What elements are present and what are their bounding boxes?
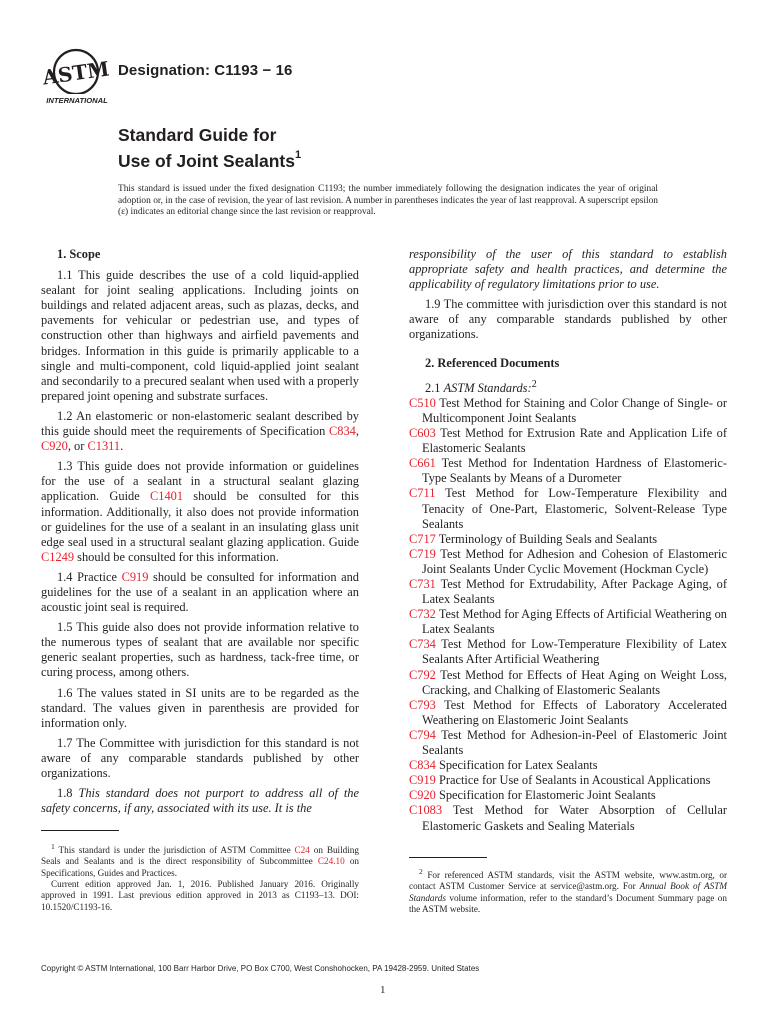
separator: . [120,439,124,454]
para-1-3-text: should be consulted for this information. Additionally, it also does not provide information or guidelines for the use of a sealant in an insulating glass unit edge seal used in a structural sealant glazing application. Guide [41,489,359,549]
reference-code-link[interactable]: C717 [409,531,436,546]
footnote-text: This standard is under the jurisdiction of ASTM Committee [54,845,295,856]
reference-title: Test Method for Staining and Color Change of Single- or Multicomponent Joint Sealants [422,395,727,425]
reference-code-link[interactable]: C661 [409,456,436,471]
footnote-2-text [409,866,727,915]
svg-text:INTERNATIONAL: INTERNATIONAL [46,96,108,105]
para-1-5: 1.5 This guide also does not provide information relative to the numerous types of sealant that are available nor specific generic sealant properties, such as hardness, tack-free time, or curing process, among others. [41,620,359,680]
right-column [409,247,727,834]
reference-item [409,547,727,577]
para-number: 1.8 [57,786,79,801]
left-column [41,247,359,821]
reference-item [409,486,727,531]
para-1-4-text: 1.4 Practice [57,569,122,584]
para-2-1 [409,377,727,396]
reference-title: Terminology of Building Seals and Sealants [435,531,658,546]
footnote-italic: Annual Book of ASTM Standards [409,881,727,903]
footnote-1-text [41,841,359,879]
reference-code-link[interactable]: C719 [409,546,436,561]
footnote-2-ref[interactable]: 2 [531,378,537,390]
reference-code-link[interactable]: C734 [409,637,436,652]
para-1-8 [41,786,359,816]
reference-title: Specification for Latex Sealants [435,758,598,773]
reference-title: Test Method for Indentation Hardness of Elastomeric-Type Sealants by Means of a Durometer [422,456,727,486]
para-1-4-text: should be consulted for information and guidelines for the use of a sealant in an application where an acoustic joint seal is required. [41,569,359,615]
reference-code-link[interactable]: C603 [409,426,436,441]
reference-item [409,637,727,667]
reference-code-link[interactable]: C732 [409,607,436,622]
title-footnote-ref[interactable]: 1 [295,149,302,161]
para-1-6: 1.6 The values stated in SI units are to be regarded as the standard. The values given in parenthesis are provided for information only. [41,685,359,730]
reference-code-link[interactable]: C834 [409,758,436,773]
reference-list [409,396,727,834]
reference-item [409,728,727,758]
issuance-note: This standard is issued under the fixed designation C1193; the number immediately following the designation indicates the year of original adoption or, in the case of revision, the year of last revision. A number in parentheses indicates the year of last reapproval. A superscript epsilon (ε) indicates an editorial change since the last revision or reapproval. [118,184,658,218]
para-1-3 [41,459,359,565]
para-1-8-continued [409,247,727,292]
reference-item [409,788,727,803]
reference-code-link[interactable]: C793 [409,697,436,712]
section-1-heading: 1. Scope [57,247,101,261]
reference-code-link[interactable]: C792 [409,667,436,682]
reference-item [409,396,727,426]
title-line-2 [118,146,301,172]
link-c920[interactable]: C920 [41,439,68,454]
copyright: Copyright © ASTM International, 100 Barr Harbor Drive, PO Box C700, West Conshohocken, PA 19428-2959. United States [41,964,480,973]
footnote-1-edition: Current edition approved Jan. 1, 2016. Published January 2016. Originally approved in 1991. Last previous edition approved in 2013 as C1193–13. DOI: 10.1520/C1193-16. [41,878,359,912]
reference-title: Test Method for Water Absorption of Cellular Elastomeric Gaskets and Sealing Materials [422,803,727,833]
reference-title: Test Method for Effects of Heat Aging on Weight Loss, Cracking, and Chalking of Elastomeric Sealants [422,667,727,697]
reference-item [409,773,727,788]
reference-code-link[interactable]: C1083 [409,803,443,818]
para-1-3-text: should be consulted for this information. [74,549,279,564]
title-line-1: Standard Guide for [118,125,277,145]
reference-code-link[interactable]: C731 [409,577,436,591]
reference-code-link[interactable]: C920 [409,788,436,803]
reference-item [409,426,727,456]
para-1-3-text: 1.3 This guide does not provide information or guidelines for the use of a sealant in a structural sealant glazing application. Guide [41,459,359,504]
reference-item [409,758,727,773]
astm-logo [42,46,112,108]
reference-title: Test Method for Low-Temperature Flexibility of Latex Sealants After Artificial Weathering [422,637,727,667]
reference-item [409,456,727,486]
footnote-text: For referenced ASTM standards, visit the ASTM website, www.astm.org, or contact ASTM Customer Service at service@astm.org. For [409,870,727,892]
reference-code-link[interactable]: C711 [409,486,436,501]
reference-title: Test Method for Extrudability, After Package Aging, of Latex Sealants [422,577,727,607]
para-1-8-cont-text: responsibility of the user of this standard to establish appropriate safety and health practices, and determine the applicability of regulatory limitations prior to use. [409,247,727,292]
footnote-rule [409,857,487,858]
separator: , or [67,439,88,454]
reference-code-link[interactable]: C794 [409,727,436,742]
reference-title: Practice for Use of Sealants in Acoustical Applications [435,773,711,788]
designation: Designation: C1193 − 16 [118,62,293,79]
para-1-8-text: This standard does not purport to address all of the safety concerns, if any, associated with its use. It is the [41,786,359,816]
astm-standards-label: ASTM Standards: [443,380,532,395]
separator: , [355,424,359,439]
reference-item [409,698,727,728]
title-text: Use of Joint Sealants [118,150,295,171]
para-1-9: 1.9 The committee with jurisdiction over this standard is not aware of any comparable standards published by other organizations. [409,297,727,342]
footnote-rule [41,830,119,831]
footnote-text: volume information, refer to the standard’s Document Summary page on the ASTM website. [409,892,727,914]
section-2-heading: 2. Referenced Documents [425,355,560,370]
reference-item [409,668,727,698]
reference-title: Specification for Elastomeric Joint Sealants [435,788,656,803]
link-c834[interactable]: C834 [329,424,356,439]
reference-title: Test Method for Adhesion and Cohesion of Elastomeric Joint Sealants Under Cyclic Movement (Hockman Cycle) [422,546,727,576]
astm-logo-icon [42,46,112,108]
link-c1401[interactable]: C1401 [149,489,184,504]
svg-text:ASTM: ASTM [42,56,111,90]
reference-item [409,577,727,607]
link-c919[interactable]: C919 [121,569,149,584]
para-number: 2.1 [425,380,444,395]
reference-item [409,607,727,637]
para-1-2-text: 1.2 An elastomeric or non-elastomeric sealant described by this guide should meet the requirements of Specification [41,408,359,439]
reference-code-link[interactable]: C510 [409,395,436,410]
reference-code-link[interactable]: C919 [409,773,436,788]
para-1-2 [41,409,359,454]
para-1-4 [41,570,359,615]
footnote-marker: 2 [419,867,423,876]
para-1-1: 1.1 This guide describes the use of a cold liquid-applied sealant for joint sealing applications. Including joints on buildings and related adjacent areas, such as plazas, decks, and pavements for vehicular or pedestrian use, and types of construction other than highways and airfield pavements and bridges. Information in this guide is primarily applicable to a single and multi-component, cold liquid-applied joint sealant and secondarily to a precured sealant when used with a properly prepared joint opening and substrate surfaces. [41,268,359,403]
reference-title: Test Method for Aging Effects of Artificial Weathering on Latex Sealants [422,607,727,637]
footnote-1 [41,841,359,913]
document-title [118,124,301,172]
para-1-7: 1.7 The Committee with jurisdiction for this standard is not aware of any comparable standards published by other organizations. [41,735,359,780]
link-c1311[interactable]: C1311 [87,439,121,454]
reference-title: Test Method for Effects of Laboratory Accelerated Weathering on Elastomeric Joint Sealants [422,697,727,727]
page-number: 1 [380,984,386,996]
reference-item [409,803,727,833]
reference-title: Test Method for Extrusion Rate and Application Life of Elastomeric Sealants [422,426,727,456]
reference-item [409,532,727,547]
footnote-text: on Specifications, Guides and Practices. [41,856,360,878]
link-c24-10[interactable]: C24.10 [317,856,345,867]
reference-title: Test Method for Low-Temperature Flexibility and Tenacity of One-Part, Elastomeric, Solvent-Release Type Sealants [422,486,727,531]
footnote-text: on Building Seals and Sealants and is the direct responsibility of Subcommittee [41,845,359,867]
link-c24[interactable]: C24 [294,845,310,856]
link-c1249[interactable]: C1249 [41,549,75,564]
reference-title: Test Method for Adhesion-in-Peel of Elastomeric Joint Sealants [422,727,727,758]
footnote-marker: 1 [51,842,55,851]
footnote-2 [409,866,727,915]
